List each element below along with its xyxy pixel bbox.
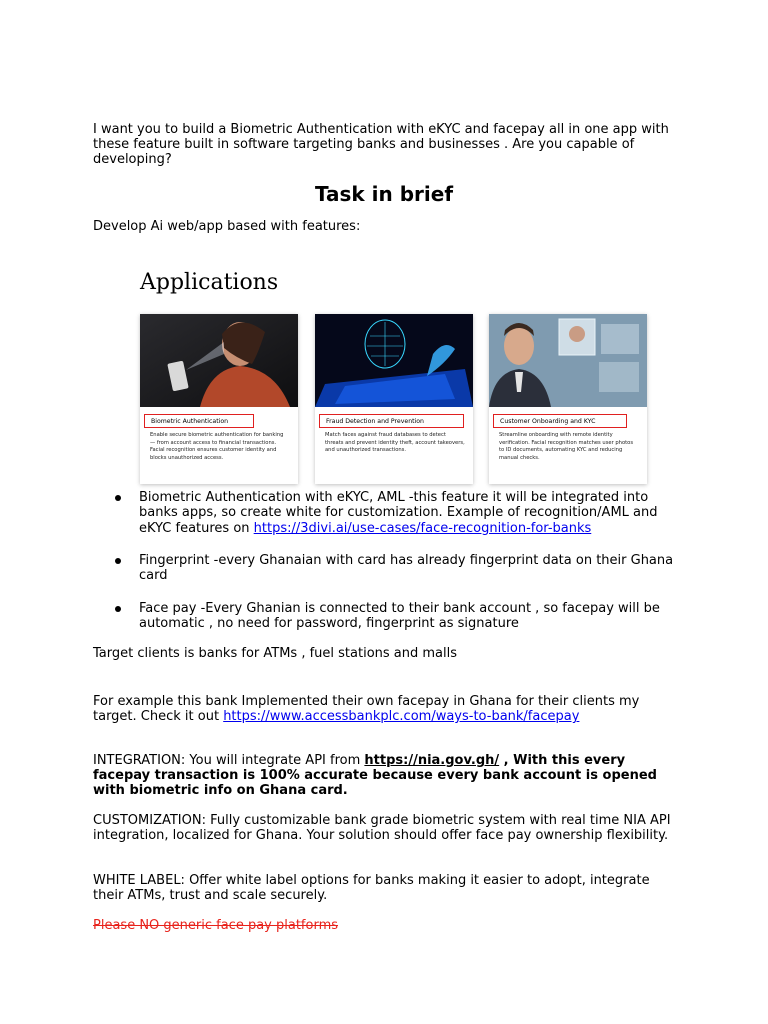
card-customer-onboarding	[489, 314, 647, 484]
example-text: For example this bank Implemented their own facepay in Ghana for their clients my target. Check it out	[93, 694, 640, 725]
card-biometric-authentication	[140, 314, 298, 484]
integration-paragraph	[93, 753, 683, 799]
white-label-paragraph: WHITE LABEL: Offer white label options for banks making it easier to adopt, integrate their ATMs, trust and scale securely.	[93, 873, 650, 904]
customization-paragraph: CUSTOMIZATION: Fully customizable bank grade biometric system with real time NIA API integration, localized for Ghana. Your solution should offer face pay ownership flexibility.	[93, 813, 671, 844]
link-nia[interactable]: https://nia.gov.gh/	[364, 753, 500, 768]
card-description: Enable secure biometric authentication for banking — from account access to financial transactions. Facial recognition ensures customer identity and blocks unauthorized access.	[150, 432, 284, 462]
applications-slide-image	[95, 262, 671, 487]
section-title: Task in brief	[314, 182, 454, 206]
link-3divi[interactable]: https://3divi.ai/use-cases/face-recognition-for-banks	[253, 520, 592, 536]
integration-prefix: INTEGRATION: You will integrate API from	[93, 753, 365, 768]
woman-phone-photo	[140, 314, 298, 407]
card-label: Customer Onboarding and KYC	[493, 414, 627, 428]
bullet-icon	[115, 495, 121, 501]
bullet-text: Biometric Authentication with eKYC, AML -this feature it will be integrated into banks apps, so create white for customization. Example of recognition/AML and eKYC features on	[139, 490, 658, 536]
link-accessbank[interactable]: https://www.accessbankplc.com/ways-to-bank/facepay	[223, 709, 580, 725]
card-description: Match faces against fraud databases to detect threats and prevent identity theft, account takeovers, and unauthorized transactions.	[325, 432, 465, 454]
intro-paragraph: I want you to build a Biometric Authentication with eKYC and facepay all in one app with these feature built in software targeting banks and businesses . Are you capable of developing?	[93, 122, 669, 168]
bullet-icon	[115, 606, 121, 612]
bullet-text: Face pay -Every Ghanian is connected to their bank account , so facepay will be automatic , no need for password, fingerprint as signature	[139, 601, 660, 632]
card-label: Biometric Authentication	[144, 414, 254, 428]
man-id-scan-photo	[489, 314, 647, 407]
slide-title: Applications	[140, 270, 279, 295]
integration-bold-text: , With this every facepay transaction is 100% accurate because every bank account is opened with biometric info on Ghana card.	[93, 753, 657, 799]
card-fraud-detection	[315, 314, 473, 484]
target-clients: Target clients is banks for ATMs , fuel stations and malls	[93, 646, 458, 661]
warning-text: Please NO generic face pay platforms	[93, 918, 339, 933]
bullet-icon	[115, 558, 121, 564]
bullet-text: Fingerprint -every Ghanaian with card has already fingerprint data on their Ghana card	[139, 553, 674, 584]
card-description: Streamline onboarding with remote identity verification. Facial recognition matches user photos to ID documents, automating KYC and reducing manual checks.	[499, 432, 634, 462]
digital-face-hand-photo	[315, 314, 473, 407]
card-label: Fraud Detection and Prevention	[319, 414, 464, 428]
example-paragraph	[93, 694, 683, 724]
develop-line: Develop Ai web/app based with features:	[93, 219, 361, 234]
